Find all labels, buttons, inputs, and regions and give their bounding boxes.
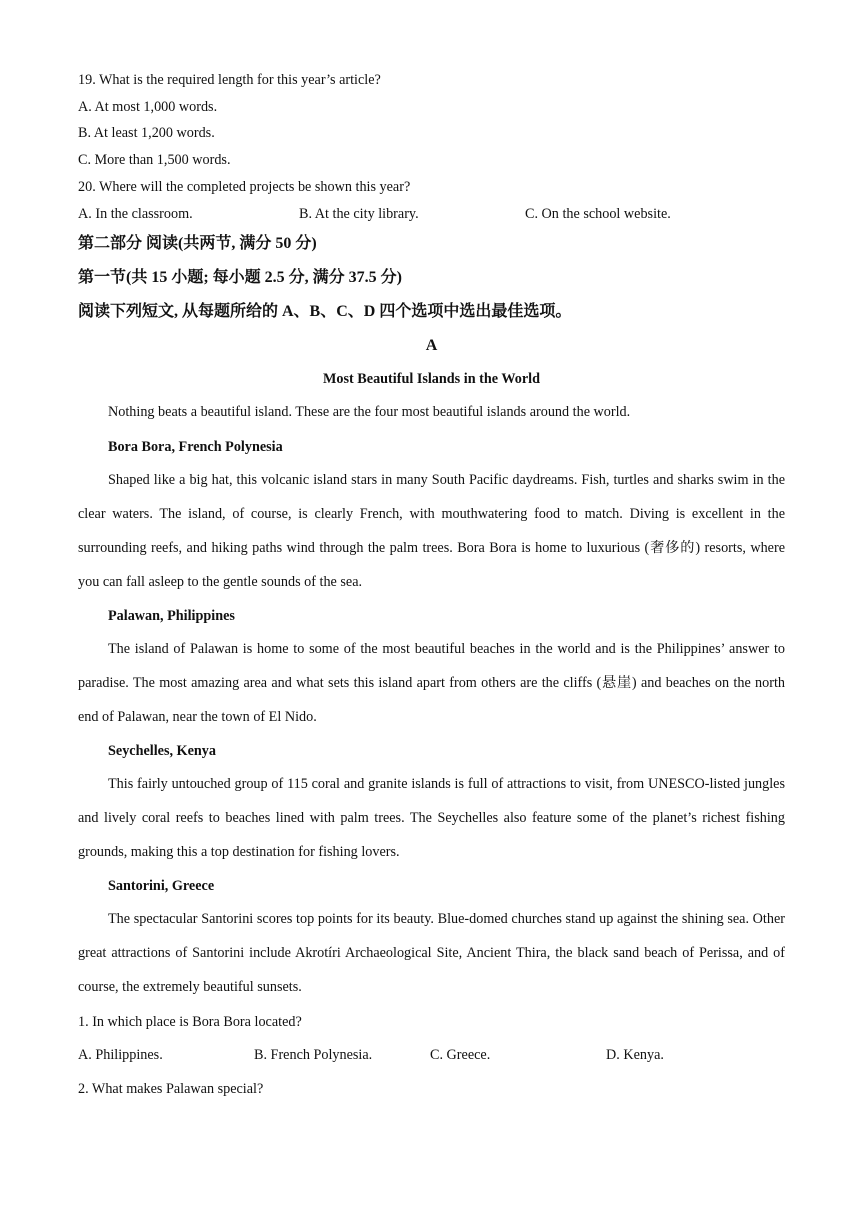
- island-text-bora-bora: Shaped like a big hat, this volcanic island stars in many South Pacific daydreams. Fish, turtles and sharks swim in the clear waters. The island, of course, is clearly French, with mouthwatering food to match. Diving is excellent in the surrounding reefs, and hiking paths wind through the palm trees. Bora Bora is home to luxurious (奢侈的) resorts, where you can fall asleep to the gentle sounds of the sea.: [78, 472, 785, 590]
- q20-option-a: A. In the classroom.: [78, 206, 193, 222]
- island-heading-palawan: Palawan, Philippines: [108, 608, 235, 624]
- island-text-santorini: The spectacular Santorini scores top points for its beauty. Blue-domed churches stand up against the shining sea. Other great attractions of Santorini include Akrotíri Archaeological Site, Ancient Thira, the black sand beach of Perissa, and of course, the extremely beautiful sunsets.: [78, 911, 785, 995]
- part2-title: 第二部分 阅读(共两节, 满分 50 分): [78, 235, 317, 252]
- q19-question: 19. What is the required length for this year’s article?: [78, 72, 381, 88]
- island-heading-seychelles: Seychelles, Kenya: [108, 743, 216, 759]
- q19-option-a: A. At most 1,000 words.: [78, 99, 218, 115]
- section1-title: 第一节(共 15 小题; 每小题 2.5 分, 满分 37.5 分): [78, 269, 402, 286]
- q20-question: 20. Where will the completed projects be shown this year?: [78, 179, 411, 195]
- q2-question: 2. What makes Palawan special?: [78, 1081, 264, 1097]
- q20-option-c: C. On the school website.: [525, 206, 671, 222]
- passage-intro: Nothing beats a beautiful island. These are the four most beautiful islands around the world.: [108, 404, 631, 420]
- q1-option-c: C. Greece.: [430, 1047, 491, 1063]
- reading-instruction: 阅读下列短文, 从每题所给的 A、B、C、D 四个选项中选出最佳选项。: [78, 303, 572, 320]
- q1-options: [78, 1046, 785, 1064]
- passage-letter: A: [425, 337, 438, 354]
- q1-option-a: A. Philippines.: [78, 1047, 163, 1063]
- q1-question: 1. In which place is Bora Bora located?: [78, 1014, 302, 1030]
- q1-option-d: D. Kenya.: [606, 1047, 664, 1063]
- passage-title: Most Beautiful Islands in the World: [323, 371, 540, 387]
- q19-option-b: B. At least 1,200 words.: [78, 125, 215, 141]
- island-heading-santorini: Santorini, Greece: [108, 878, 215, 894]
- q20-options: [78, 205, 785, 223]
- q19-option-c: C. More than 1,500 words.: [78, 152, 231, 168]
- q1-option-b: B. French Polynesia.: [254, 1047, 373, 1063]
- island-text-seychelles: This fairly untouched group of 115 coral and granite islands is full of attractions to visit, from UNESCO-listed jungles and lively coral reefs to beaches lined with palm trees. The Seychelles also feature some of the planet’s richest fishing grounds, making this a top destination for fishing lovers.: [78, 776, 785, 860]
- q20-option-b: B. At the city library.: [299, 206, 419, 222]
- island-heading-bora-bora: Bora Bora, French Polynesia: [108, 439, 283, 455]
- island-text-palawan: The island of Palawan is home to some of the most beautiful beaches in the world and is the Philippines’ answer to paradise. The most amazing area and what sets this island apart from others are the cliffs (悬崖) and beaches on the north end of Palawan, near the town of El Nido.: [78, 641, 785, 725]
